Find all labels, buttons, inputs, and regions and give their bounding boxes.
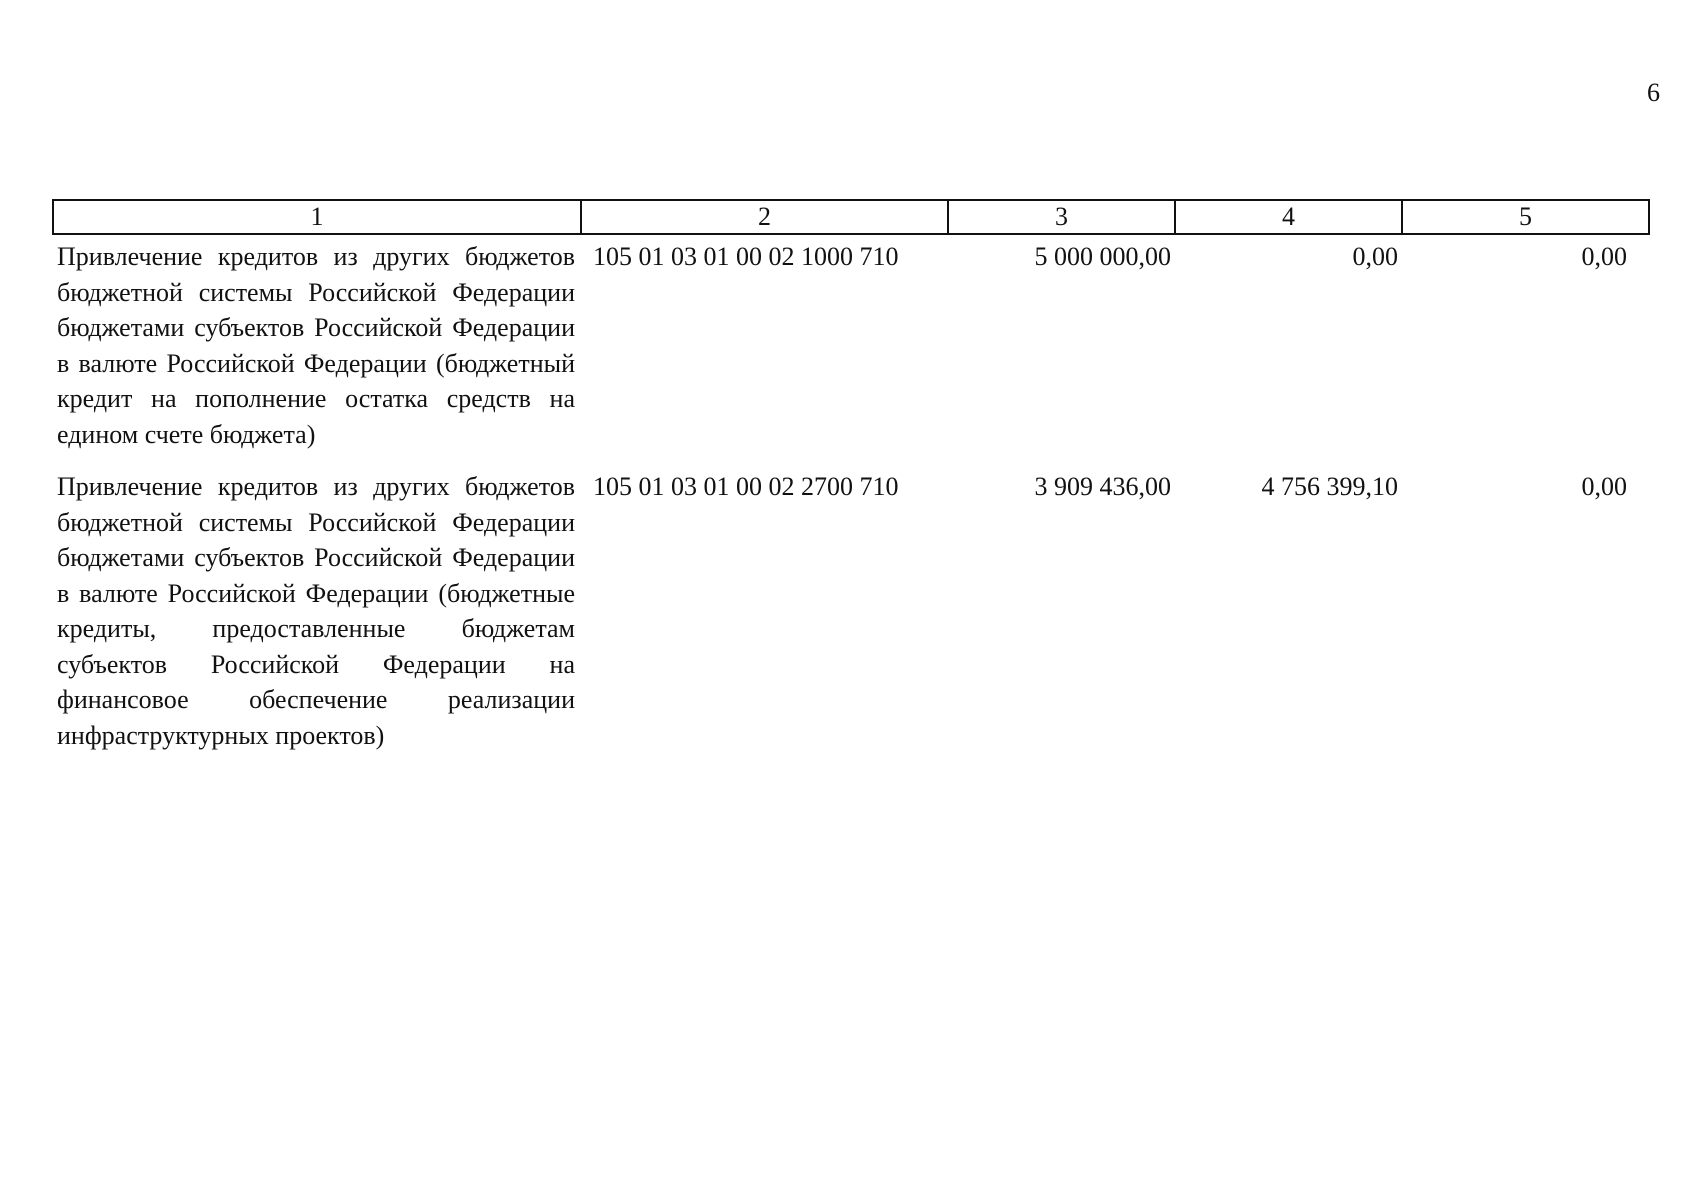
row-name-cell: Привлечение кредитов из других бюджетов бюджетной системы Российской Федерации бюджетами субъектов Российской Федерации в валюте Российской Федерации (бюджетные кредиты, предоставленные бюджетам субъектов Российской Федерации на финансовое обеспечение реализации инфраструктурных проектов) [57, 472, 575, 750]
table-row [53, 234, 1649, 452]
table-body [53, 234, 1649, 753]
row-value-col4: 4 756 399,10 [1261, 472, 1398, 501]
row-code-cell: 105 01 03 01 00 02 1000 710 [593, 242, 899, 271]
page-number: 6 [1647, 78, 1660, 107]
header-row [53, 200, 1649, 234]
row-value-col5: 0,00 [1581, 242, 1627, 271]
budget-table [52, 199, 1650, 753]
row-value-col4: 0,00 [1352, 242, 1398, 271]
row-code-cell: 105 01 03 01 00 02 2700 710 [593, 472, 899, 501]
row-value-col3: 5 000 000,00 [1034, 242, 1171, 271]
column-header-1: 1 [53, 200, 581, 234]
column-header-4: 4 [1175, 200, 1402, 234]
row-value-col3: 3 909 436,00 [1034, 472, 1171, 501]
table-header [53, 200, 1649, 234]
row-value-col5: 0,00 [1581, 472, 1627, 501]
table-row [53, 452, 1649, 753]
column-header-3: 3 [948, 200, 1175, 234]
column-header-2: 2 [581, 200, 948, 234]
row-name-cell: Привлечение кредитов из других бюджетов бюджетной системы Российской Федерации бюджетами субъектов Российской Федерации в валюте Российской Федерации (бюджетный кредит на пополнение остатка средств на едином счете бюджета) [57, 242, 575, 449]
column-header-5: 5 [1402, 200, 1649, 234]
